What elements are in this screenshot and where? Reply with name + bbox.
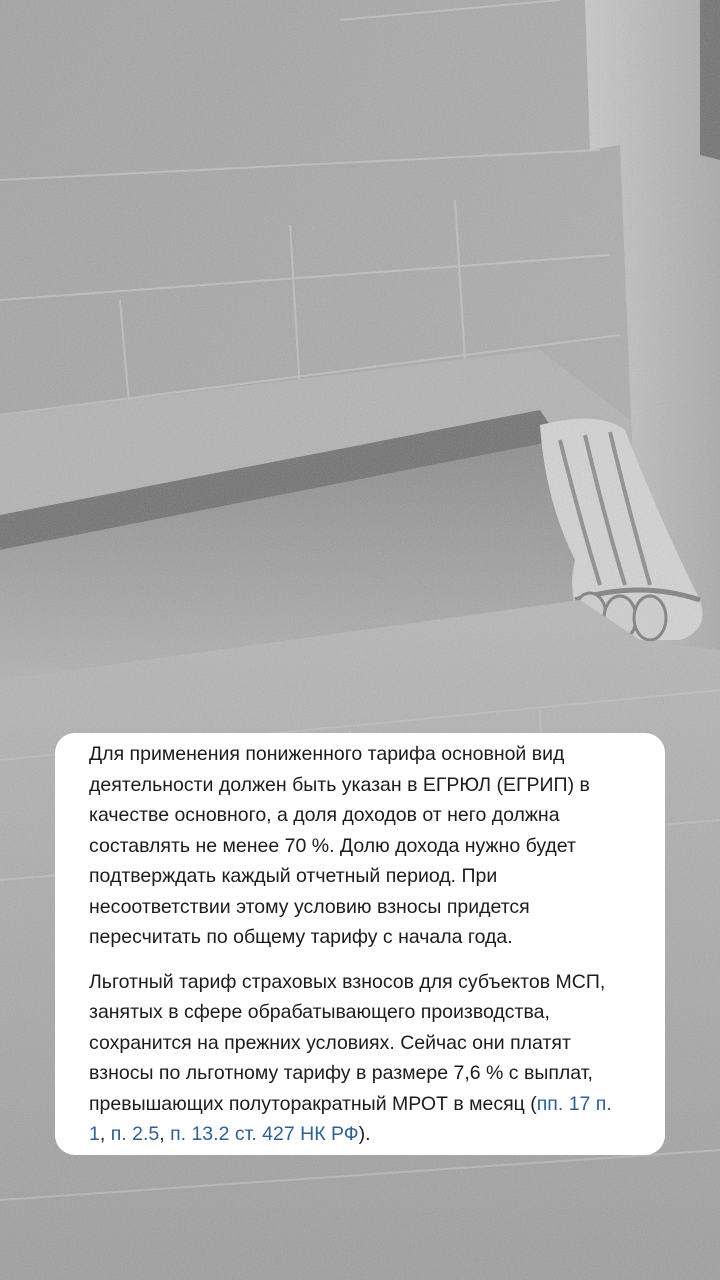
paragraph-reduced-tariff: Для применения пониженного тарифа основной вид деятельности должен быть указан в ЕГРЮЛ (ЕГРИП) в качестве основного, а доля доходов от него должна составлять не менее 70 %. Долю дохода нужно будет подтверждать каждый отчетный период. При несоответствии этому условию взносы придется пересчитать по общему тарифу с начала года. — [89, 743, 590, 948]
link-p-13-2-st-427[interactable]: п. 13.2 ст. 427 НК РФ — [170, 1123, 359, 1145]
paragraph-closing: ). — [358, 1123, 371, 1145]
paragraph-sme-tariff-text: Льготный тариф страховых взносов для субъектов МСП, занятых в сфере обрабатывающего производства, сохранится на прежних условиях. Сейчас они платят взносы по льготному тарифу в размере 7,6 % с выплат, превышающих полуторакратный МРОТ в месяц ( — [89, 970, 606, 1115]
link-separator: , — [99, 1123, 111, 1145]
link-pp-17-p-1[interactable]: пп. 17 п. 1 — [89, 1092, 612, 1145]
paragraph-sme-tariff — [89, 967, 631, 1150]
link-p-2-5[interactable]: п. 2.5 — [110, 1123, 160, 1145]
link-separator: , — [159, 1123, 171, 1145]
text-card — [55, 733, 665, 1155]
